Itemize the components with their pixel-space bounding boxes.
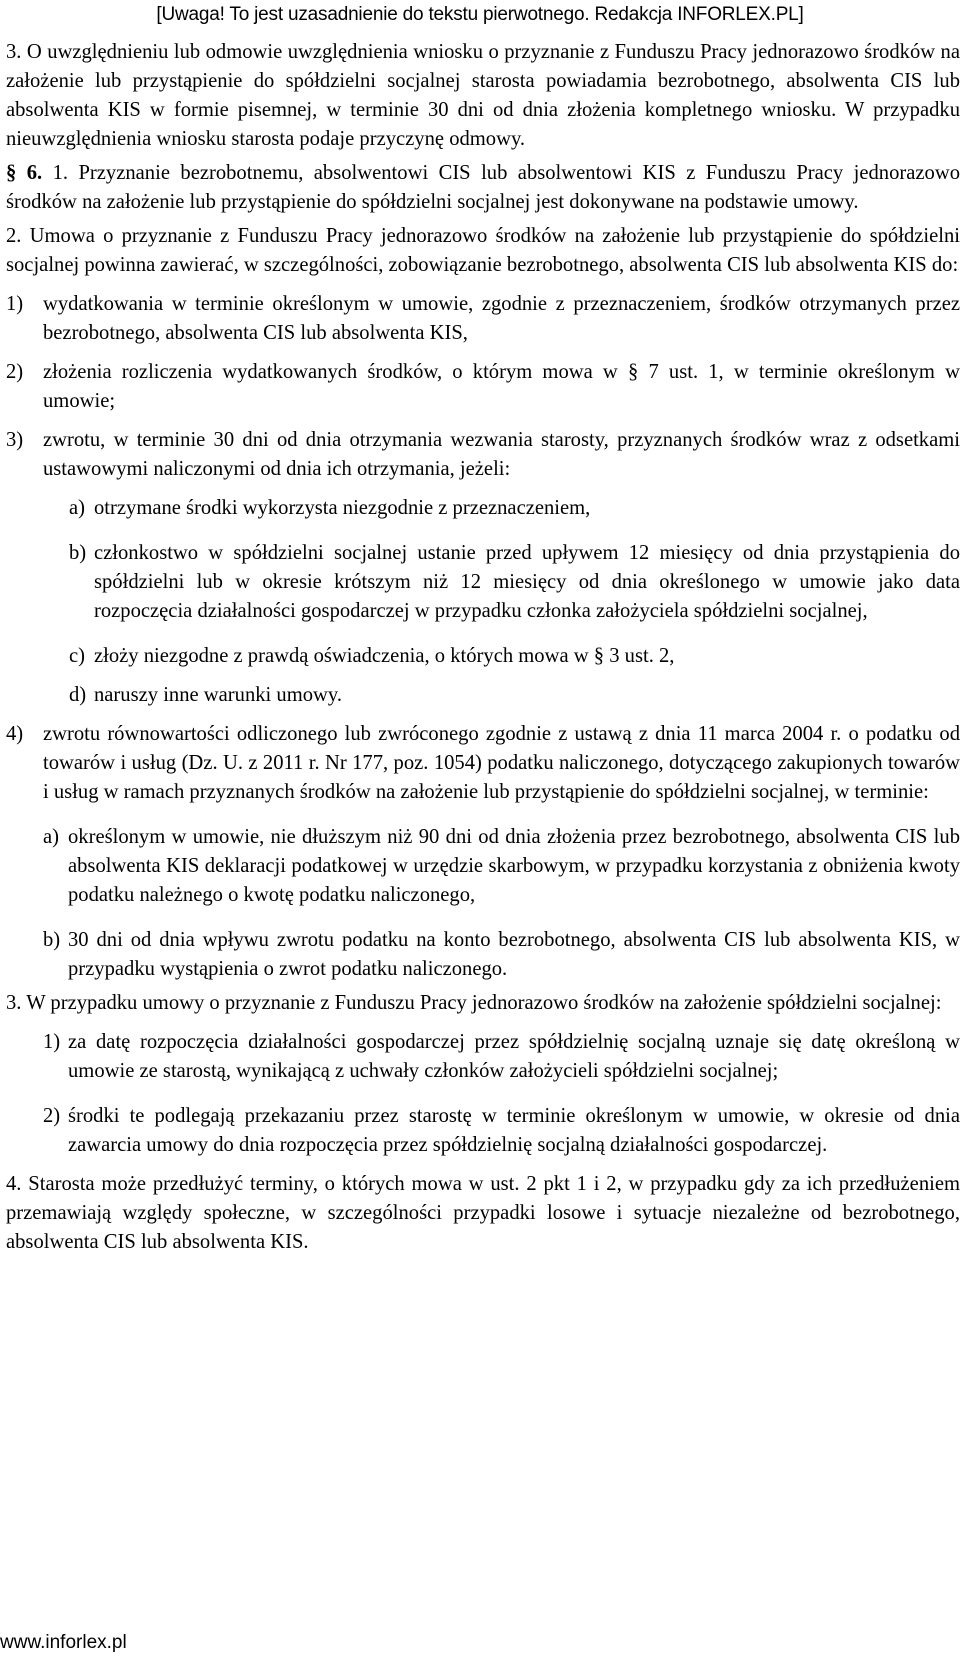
list-item-number: 1) <box>6 293 24 315</box>
list-item-text: środki te podlegają przekazaniu przez starostę w terminie określonym w umowie, w okresie od dnia zawarcia umowy do dnia rozpoczęcia przez spółdzielnię socjalną działalności gospodarczej. <box>68 1105 960 1156</box>
list-item-number: 4) <box>6 723 24 745</box>
list-item-number: 2) <box>43 1105 61 1127</box>
sub-list-item <box>6 823 960 910</box>
list-item <box>6 720 960 807</box>
page-header: [Uwaga! To jest uzasadnienie do tekstu pierwotnego. Redakcja INFORLEX.PL] <box>156 4 804 25</box>
list-item-number: 1) <box>43 1031 61 1053</box>
sub-list-item-letter: b) <box>43 929 61 951</box>
list-item-text: zwrotu równowartości odliczonego lub zwróconego zgodnie z ustawą z dnia 11 marca 2004 r. o podatku od towarów i usług (Dz. U. z 2011 r. Nr 177, poz. 1054) podatku naliczonego, dotyczącego zakupionych towarów i usług w ramach przyznanych środków na założenie lub przystąpienie do spółdzielni socjalnej, w terminie: <box>43 723 960 803</box>
section-6-paragraph-1 <box>6 159 960 217</box>
list-item <box>6 290 960 348</box>
sub-list-item-text: członkostwo w spółdzielni socjalnej ustanie przed upływem 12 miesięcy od dnia przystąpienia do spółdzielni lub w okresie krótszym niż 12 miesięcy od dnia określonego w umowie jako data rozpoczęcia działalności gospodarczej w przypadku członka założyciela spółdzielni socjalnej, <box>94 542 960 622</box>
section-6-paragraph-1-text: 1. Przyznanie bezrobotnemu, absolwentowi CIS lub absolwentowi KIS z Funduszu Pracy jednorazowo środków na założenie lub przystąpienie do spółdzielni socjalnej jest dokonywane na podstawie umowy. <box>6 162 960 213</box>
list-item <box>6 426 960 484</box>
sub-list-item-letter: c) <box>69 645 85 667</box>
sub-list-item <box>6 539 960 626</box>
sub-list-item <box>6 681 960 710</box>
paragraph-3-decision: 3. O uwzględnieniu lub odmowie uwzględnienia wniosku o przyznanie z Funduszu Pracy jednorazowo środków na założenie lub przystąpienie do spółdzielni socjalnej starosta powiadamia bezrobotnego, absolwenta CIS lub absolwenta KIS w formie pisemnej, w terminie 30 dni od dnia złożenia kompletnego wniosku. W przypadku nieuwzględnienia wniosku starosta podaje przyczynę odmowy. <box>6 41 960 150</box>
section-6-paragraph-4: 4. Starosta może przedłużyć terminy, o których mowa w ust. 2 pkt 1 i 2, w przypadku gdy za ich przedłużeniem przemawiają względy społeczne, w szczególności przypadki losowe i sytuacje niezależne od bezrobotnego, absolwenta CIS lub absolwenta KIS. <box>6 1173 960 1253</box>
sub-list-item-letter: a) <box>43 826 59 848</box>
sub-list-item-text: określonym w umowie, nie dłuższym niż 90 dni od dnia złożenia przez bezrobotnego, absolwenta CIS lub absolwenta KIS deklaracji podatkowej w urzędzie skarbowym, w przypadku korzystania z obniżenia kwoty podatku należnego o kwotę podatku naliczonego, <box>68 826 960 906</box>
footer-link[interactable]: www.inforlex.pl <box>0 1632 127 1653</box>
sub-list-item-letter: d) <box>69 684 87 706</box>
sub-list-item-letter: a) <box>69 497 85 519</box>
list-item <box>6 358 960 416</box>
sub-list-item-letter: b) <box>69 542 87 564</box>
list-item-number: 2) <box>6 361 24 383</box>
sub-list-item <box>6 926 960 984</box>
list-item-text: złożenia rozliczenia wydatkowanych środków, o którym mowa w § 7 ust. 1, w terminie określonym w umowie; <box>43 361 960 412</box>
sub-list-item-text: złoży niezgodne z prawdą oświadczenia, o których mowa w § 3 ust. 2, <box>94 645 675 667</box>
list-item-number: 3) <box>6 429 24 451</box>
list-item-text: zwrotu, w terminie 30 dni od dnia otrzymania wezwania starosty, przyznanych środków wraz z odsetkami ustawowymi naliczonymi od dnia ich otrzymania, jeżeli: <box>43 429 960 480</box>
section-6-paragraph-3: 3. W przypadku umowy o przyznanie z Funduszu Pracy jednorazowo środków na założenie spółdzielni socjalnej: <box>6 992 942 1014</box>
sub-list-item-text: otrzymane środki wykorzysta niezgodnie z przeznaczeniem, <box>94 497 591 519</box>
list-item-text: za datę rozpoczęcia działalności gospodarczej przez spółdzielnię socjalną uznaje się datę określoną w umowie ze starostą, wynikającą z uchwały członków założycieli spółdzielni socjalnej; <box>68 1031 960 1082</box>
section-6-label: § 6. <box>6 162 43 184</box>
list-item <box>6 1102 960 1160</box>
sub-list-item-text: 30 dni od dnia wpływu zwrotu podatku na konto bezrobotnego, absolwenta CIS lub absolwenta KIS, w przypadku wystąpienia o zwrot podatku naliczonego. <box>68 929 960 980</box>
sub-list-item <box>6 494 960 523</box>
list-item <box>6 1028 960 1086</box>
section-6-paragraph-2: 2. Umowa o przyznanie z Funduszu Pracy jednorazowo środków na założenie lub przystąpienie do spółdzielni socjalnej powinna zawierać, w szczególności, zobowiązanie bezrobotnego, absolwenta CIS lub absolwenta KIS do: <box>6 225 960 276</box>
document-body <box>6 38 960 1257</box>
list-item-text: wydatkowania w terminie określonym w umowie, zgodnie z przeznaczeniem, środków otrzymanych przez bezrobotnego, absolwenta CIS lub absolwenta KIS, <box>43 293 960 344</box>
sub-list-item-text: naruszy inne warunki umowy. <box>94 684 343 706</box>
sub-list-item <box>6 642 960 671</box>
